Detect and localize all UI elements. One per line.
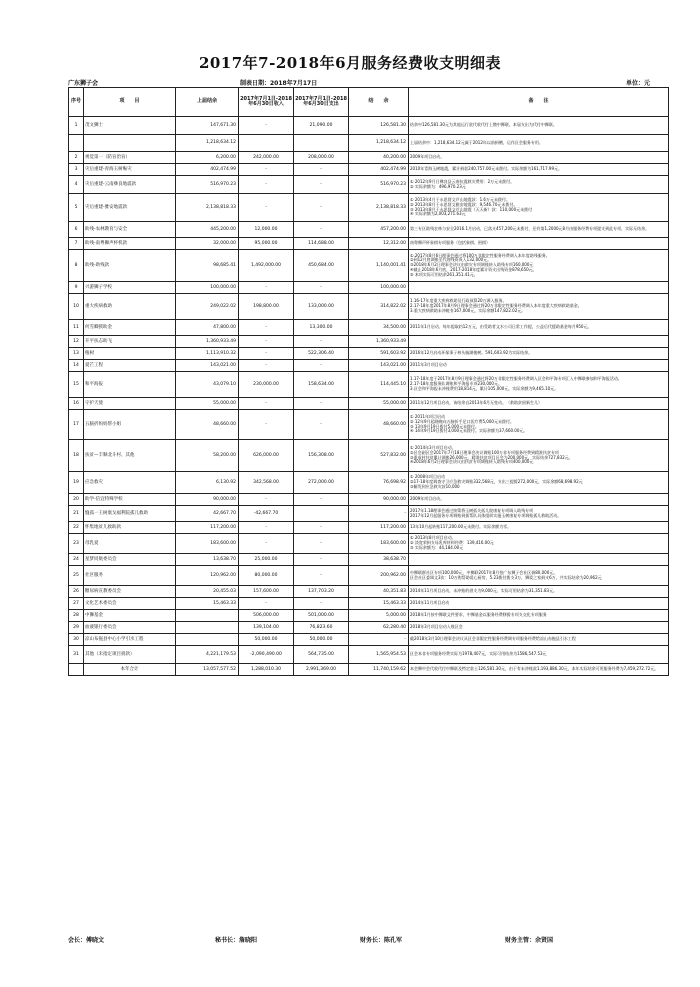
header-project: 项 目 bbox=[84, 88, 176, 117]
project-name-cell: 本年合计 bbox=[84, 664, 176, 676]
previous-balance-cell: 32,000.00 bbox=[176, 238, 239, 250]
balance-cell: 516,970.23 bbox=[349, 176, 409, 194]
project-name-cell: 何雪卿援助金 bbox=[84, 320, 176, 336]
table-row bbox=[69, 410, 669, 440]
expense-cell: - bbox=[294, 534, 349, 554]
remarks-cell: 2011年12月项目启动，该结余自2013年6月无变动。（救助贫困新生儿） bbox=[409, 398, 669, 410]
previous-balance-cell: 42,667.70 bbox=[176, 506, 239, 522]
expense-cell: 114,688.00 bbox=[294, 238, 349, 250]
income-cell bbox=[239, 135, 294, 152]
previous-balance-cell: 15,463.33 bbox=[176, 598, 239, 610]
previous-balance-cell: 117,200.00 bbox=[176, 522, 239, 534]
row-number-cell: 28 bbox=[69, 610, 84, 622]
expense-cell: - bbox=[294, 164, 349, 176]
remarks-cell: 截2018年3月10日理事会决议从区会非限定性服务经费调专项服务经费给凉山布拖县引水工程 bbox=[409, 634, 669, 646]
previous-balance-cell: 43,079.10 bbox=[176, 372, 239, 398]
income-cell: 198,800.00 bbox=[239, 294, 294, 320]
balance-cell: 117,200.00 bbox=[349, 522, 409, 534]
income-cell: - bbox=[239, 348, 294, 360]
income-cell: - bbox=[239, 194, 294, 222]
table-row bbox=[69, 634, 669, 646]
remarks-cell: 结余中126,581.30元为其他运行款代收代付上缴中狮联，本届支出为代付中狮联。 bbox=[409, 117, 669, 135]
project-name-cell: 灾后重建-云南彝良地震款 bbox=[84, 176, 176, 194]
remarks-cell: 上届结余中：1,218,634.12元属于2012年以前捐赠，运作区会服务专用。 bbox=[409, 135, 669, 152]
remarks-cell: 区会本非专项服务经费实际为1978,407元，实际可用结余为1586,547.53元 bbox=[409, 646, 669, 664]
expense-cell: 133,000.00 bbox=[294, 294, 349, 320]
income-cell: -42,667.70 bbox=[239, 506, 294, 522]
table-row bbox=[69, 398, 669, 410]
table-header-row bbox=[69, 88, 669, 117]
header-expense: 2017年7月1日-2018年6月30日支出 bbox=[294, 88, 349, 117]
remarks-cell bbox=[409, 282, 669, 294]
row-number-cell: 14 bbox=[69, 360, 84, 372]
remarks-cell: ① 2013年4月于永思督文芦山地震款：1.6万元未拨付。 ② 2013年8月于永思督文雅安地震款：9,546.70元未拨付。 ③ 2013年8月于永思督文芦山地震（天天新）款：110,000元未拨付 ④ 实际余额为2,003,271.63元 bbox=[409, 194, 669, 222]
project-name-cell: 视觉第一（防盲治盲） bbox=[84, 152, 176, 164]
balance-cell: 5,000.00 bbox=[349, 610, 409, 622]
row-number-cell: 7 bbox=[69, 238, 84, 250]
table-row bbox=[69, 348, 669, 360]
income-cell: - bbox=[239, 176, 294, 194]
remarks-cell: 1.17-18年度于2017年8月9日理事会通过将20万非限定性服务经费调入区会和平海专项汇入中狮联参加和平海报活动。 2.17-18年度服务队调账和平海报专项230,000元。 3.区会和平海报未冲账费用18,814元，累计105,000元，实际余额为9,465.10元。 bbox=[409, 372, 669, 398]
table-row bbox=[69, 176, 669, 194]
income-cell: 626,000.00 bbox=[239, 440, 294, 472]
remarks-cell: ① 2014年3月项目启动。 ②区会副区会2017年7月18日理事会决议调账100万非专项服务经费到精准扶贫专项 ③重成村扶贫累计调账26,000元，精准扶贫项目区会为200,000元，实际结余727,832元。 ④2018年6月2日理事会决议由扶贫专项调账转入助残专项400,000元 bbox=[409, 440, 669, 472]
table-row bbox=[69, 282, 669, 294]
project-name-cell: 社区服务 bbox=[84, 566, 176, 586]
previous-balance-cell: 516,970.23 bbox=[176, 176, 239, 194]
remarks-cell: 第三专区助残农林与安全2016.1月启动，已落支457,200元未拨付，还有第1,2000元8月由服务经费专项提支到此专项，实际无结余。 bbox=[409, 222, 669, 238]
row-number-cell: 10 bbox=[69, 294, 84, 320]
previous-balance-cell: 183,600.00 bbox=[176, 534, 239, 554]
balance-cell: 48,660.00 bbox=[349, 410, 409, 440]
table-row bbox=[69, 610, 669, 622]
remarks-cell: 2011年3月项目启动 bbox=[409, 360, 669, 372]
total-row bbox=[69, 664, 669, 676]
balance-cell: 40,351.83 bbox=[349, 586, 409, 598]
row-number-cell: 12 bbox=[69, 336, 84, 348]
expense-cell: - bbox=[294, 222, 349, 238]
project-name-cell: 开平扶志助飞 bbox=[84, 336, 176, 348]
balance-cell: 12,312.00 bbox=[349, 238, 409, 250]
remarks-cell: 2009年项目启动。 bbox=[409, 494, 669, 506]
header-income: 2017年7月1日-2018年6月30日收入 bbox=[239, 88, 294, 117]
previous-balance-cell bbox=[176, 610, 239, 622]
remarks-cell: 2010年青海玉树地震，累计捐款240,757.00元未拨付。实际余额为161,717.99元。 bbox=[409, 164, 669, 176]
previous-balance-cell: 13,057,577.52 bbox=[176, 664, 239, 676]
previous-balance-cell: 100,000.00 bbox=[176, 282, 239, 294]
remarks-cell: 2016年12月启动环保事子林头脑湖植树。591,603.92为实际结余。 bbox=[409, 348, 669, 360]
income-cell: - bbox=[239, 410, 294, 440]
expense-cell: - bbox=[294, 554, 349, 566]
table-row bbox=[69, 506, 669, 522]
project-name-cell: 守护天使 bbox=[84, 398, 176, 410]
table-row bbox=[69, 622, 669, 634]
remarks-cell: ①.2017年8月6日理事会通过将100万非限定性服务经费调入本年度助残服务。 ②到12月底调账至代理残资成入132,000元。 ③2018年6月2日理事会决议由救灾专项调账转入助残专项160,000元 ④截止2018年6月底，2017-2018年度累计资支出残资金878,650元。 ⑤ 本项实际可用结余261,351.41元。 bbox=[409, 250, 669, 282]
project-name-cell: 灾后重建-雅安地震款 bbox=[84, 194, 176, 222]
remarks-cell: 2018年3月项目启动入账区会 bbox=[409, 622, 669, 634]
project-name-cell: 怀集地贫儿救助款 bbox=[84, 522, 176, 534]
remarks-cell: ① 2011年项目启动 ② 12年9月起晓晚向五脑折手足口医疗费5,000元未拨付。 ③ 13年9月19日拨付5,000元未拨付。 ④ 14年9月19日拨付3,000元未拨付。实际余额为37,660.00元。 bbox=[409, 410, 669, 440]
project-name-cell: 五脑折妈妈帮小姐 bbox=[84, 410, 176, 440]
balance-cell: - bbox=[349, 506, 409, 522]
table-row bbox=[69, 152, 669, 164]
balance-cell: 1,218,634.12 bbox=[349, 135, 409, 152]
project-name-cell: 茂文狮士 bbox=[84, 117, 176, 135]
project-name-cell: 重大疾病救助 bbox=[84, 294, 176, 320]
income-cell: - bbox=[239, 494, 294, 506]
currency-unit: 单位：元 bbox=[626, 80, 651, 87]
row-number-cell: 11 bbox=[69, 320, 84, 336]
footer-president: 会长：傅晓文 bbox=[68, 937, 105, 944]
table-row bbox=[69, 586, 669, 598]
previous-balance-cell: 6,200.00 bbox=[176, 152, 239, 164]
expense-cell: 208,000.00 bbox=[294, 152, 349, 164]
income-cell: 139,104.00 bbox=[239, 622, 294, 634]
report-date: 制表日期：2018年7月17日 bbox=[240, 80, 318, 87]
expense-cell: - bbox=[294, 282, 349, 294]
project-name-cell: 助残-南粤狮声杯机款 bbox=[84, 238, 176, 250]
table-row bbox=[69, 164, 669, 176]
income-cell: 157,600.00 bbox=[239, 586, 294, 598]
remarks-cell: 2011年1月启动，每年提取约12万元，由受助者文水公司日常工作提，公益后代援助基金每月950元。 bbox=[409, 320, 669, 336]
remarks-cell: ① 2008年项目启动 ②17-18年度调查守卫应急救灾调账332,568元，支出三提拨272,000元，实际余额68,698.92元 ③解发到应急救灾款10,000 bbox=[409, 472, 669, 494]
project-name-cell: 助学-信宜特殊学校 bbox=[84, 494, 176, 506]
balance-cell: 76,698.92 bbox=[349, 472, 409, 494]
project-name-cell: 爱芒工程 bbox=[84, 360, 176, 372]
income-cell: 342,568.00 bbox=[239, 472, 294, 494]
row-number-cell: 19 bbox=[69, 472, 84, 494]
project-name-cell: 植树 bbox=[84, 348, 176, 360]
balance-cell: 527,832.00 bbox=[349, 440, 409, 472]
remarks-cell bbox=[409, 336, 669, 348]
expense-cell: 156,308.00 bbox=[294, 440, 349, 472]
project-name-cell: 和平海报 bbox=[84, 372, 176, 398]
balance-cell: 183,600.00 bbox=[349, 534, 409, 554]
income-cell: 230,000.00 bbox=[239, 372, 294, 398]
row-number-cell: 1 bbox=[69, 117, 84, 135]
project-name-cell: 兴游狮子学校 bbox=[84, 282, 176, 294]
header-balance: 结 余 bbox=[349, 88, 409, 117]
expense-cell: 76,823.60 bbox=[294, 622, 349, 634]
expense-cell: 564,735.00 bbox=[294, 646, 349, 664]
income-cell: -2,090,490.00 bbox=[239, 646, 294, 664]
expense-table bbox=[68, 87, 669, 676]
table-row bbox=[69, 522, 669, 534]
expense-cell: 21,090.00 bbox=[294, 117, 349, 135]
income-cell: 1,288,010.30 bbox=[239, 664, 294, 676]
balance-cell: 62,280.40 bbox=[349, 622, 409, 634]
expense-cell: 13,300.00 bbox=[294, 320, 349, 336]
balance-cell: 591,603.92 bbox=[349, 348, 409, 360]
expense-cell: - bbox=[294, 410, 349, 440]
previous-balance-cell: 90,000.00 bbox=[176, 494, 239, 506]
balance-cell: 15,463.33 bbox=[349, 598, 409, 610]
row-number-cell: 29 bbox=[69, 622, 84, 634]
table-row bbox=[69, 646, 669, 664]
table-row bbox=[69, 472, 669, 494]
expense-cell: - bbox=[294, 494, 349, 506]
balance-cell: 457,200.00 bbox=[349, 222, 409, 238]
balance-cell: 402,474.99 bbox=[349, 164, 409, 176]
table-row bbox=[69, 117, 669, 135]
expense-cell: 50,000.00 bbox=[294, 634, 349, 646]
project-name-cell: 血液银行委员会 bbox=[84, 622, 176, 634]
previous-balance-cell: 402,474.99 bbox=[176, 164, 239, 176]
remarks-cell: ① 2012年9月日彝良县云南抗震救灾费用：2万元未拨付。 ② 实际余额为：496,970.23元 bbox=[409, 176, 669, 194]
table-row bbox=[69, 194, 669, 222]
expense-cell: 137,703.20 bbox=[294, 586, 349, 598]
balance-cell: 2,138,818.33 bbox=[349, 194, 409, 222]
previous-balance-cell: 6,130.92 bbox=[176, 472, 239, 494]
remarks-cell: ① 2013年8月项目启动。 ② 淡宽荣捐支母乳库材料经费：139,416.00元 ③ 实际余额为：44,184.00元 bbox=[409, 534, 669, 554]
project-name-cell: 凉山布拖县中心小学引水工程 bbox=[84, 634, 176, 646]
income-cell: 506,000.00 bbox=[239, 610, 294, 622]
expense-cell: 2,991,369.00 bbox=[294, 664, 349, 676]
expense-cell bbox=[294, 135, 349, 152]
row-number-cell: 2 bbox=[69, 152, 84, 164]
income-cell: 1,492,000.00 bbox=[239, 250, 294, 282]
row-number-cell: 9 bbox=[69, 282, 84, 294]
previous-balance-cell: 48,660.00 bbox=[176, 410, 239, 440]
project-name-cell: 母乳爱 bbox=[84, 534, 176, 554]
balance-cell: 314,822.02 bbox=[349, 294, 409, 320]
balance-cell: 1,360,933.49 bbox=[349, 336, 409, 348]
balance-cell: 38,638.70 bbox=[349, 554, 409, 566]
remarks-cell bbox=[409, 554, 669, 566]
expense-cell: - bbox=[294, 360, 349, 372]
table-row bbox=[69, 222, 669, 238]
income-cell: 12,000.00 bbox=[239, 222, 294, 238]
row-number-cell: 18 bbox=[69, 440, 84, 472]
income-cell: - bbox=[239, 398, 294, 410]
project-name-cell: 灾后重建-青海玉树赈灾 bbox=[84, 164, 176, 176]
income-cell: 242,000.00 bbox=[239, 152, 294, 164]
remarks-cell: 2017年1.18理事会通过按策将玉树孤关孤儿院康复专项调入助残专项 2017年12月起服务专项调账到拔帮队具体组织实施玉树康复专项调账孤儿救助活动。 bbox=[409, 506, 669, 522]
previous-balance-cell: 13,638.70 bbox=[176, 554, 239, 566]
table-row bbox=[69, 598, 669, 610]
expense-cell: 158,634.00 bbox=[294, 372, 349, 398]
previous-balance-cell: 120,962.00 bbox=[176, 566, 239, 586]
table-row bbox=[69, 494, 669, 506]
balance-cell: 90,000.00 bbox=[349, 494, 409, 506]
income-cell: - bbox=[239, 534, 294, 554]
row-number-cell: 8 bbox=[69, 250, 84, 282]
balance-cell: 11,740,159.62 bbox=[349, 664, 409, 676]
expense-cell: - bbox=[294, 566, 349, 586]
project-name-cell: 助残-助残款 bbox=[84, 250, 176, 282]
income-cell: 95,000.00 bbox=[239, 238, 294, 250]
project-name-cell: 中狮基金 bbox=[84, 610, 176, 622]
balance-cell: 55,000.00 bbox=[349, 398, 409, 410]
previous-balance-cell: 47,800.00 bbox=[176, 320, 239, 336]
row-number-cell: 16 bbox=[69, 398, 84, 410]
table-row bbox=[69, 554, 669, 566]
balance-cell: 200,962.00 bbox=[349, 566, 409, 586]
previous-balance-cell: 1,113,910.32 bbox=[176, 348, 239, 360]
row-number-cell: 21 bbox=[69, 506, 84, 522]
income-cell: - bbox=[239, 360, 294, 372]
row-number-cell bbox=[69, 664, 84, 676]
row-number-cell: 4 bbox=[69, 176, 84, 194]
expense-cell: 522,306.40 bbox=[294, 348, 349, 360]
row-number-cell: 20 bbox=[69, 494, 84, 506]
project-name-cell: 应急救灾 bbox=[84, 472, 176, 494]
table-row bbox=[69, 336, 669, 348]
balance-cell: 114,445.10 bbox=[349, 372, 409, 398]
row-number-cell: 25 bbox=[69, 566, 84, 586]
remarks-cell: 2014年11月项目启动 bbox=[409, 598, 669, 610]
previous-balance-cell: 147,671.30 bbox=[176, 117, 239, 135]
table-row bbox=[69, 238, 669, 250]
balance-cell: 100,000.00 bbox=[349, 282, 409, 294]
footer-treasurer: 财务长：陈孔军 bbox=[360, 937, 403, 944]
project-name-cell: 恤孤一王树康戈福利院孤儿救助 bbox=[84, 506, 176, 522]
balance-cell: 1,140,001.41 bbox=[349, 250, 409, 282]
remarks-cell: 南粤狮声杯象棋专项服务（包括象棋、围棋） bbox=[409, 238, 669, 250]
remarks-cell: 2009年项目启动。 bbox=[409, 152, 669, 164]
previous-balance-cell: 249,022.02 bbox=[176, 294, 239, 320]
income-cell: - bbox=[239, 522, 294, 534]
row-number-cell: 6 bbox=[69, 222, 84, 238]
footer-finance-supervisor: 财务主管：余贤国 bbox=[505, 937, 554, 944]
row-number-cell: 22 bbox=[69, 522, 84, 534]
income-cell: - bbox=[239, 320, 294, 336]
report-title: 2017年7-2018年6月服务经费收支明细表 bbox=[198, 54, 502, 72]
balance-cell: 143,021.00 bbox=[349, 360, 409, 372]
table-row bbox=[69, 440, 669, 472]
expense-cell: - bbox=[294, 336, 349, 348]
income-cell: - bbox=[239, 598, 294, 610]
table-row bbox=[69, 360, 669, 372]
expense-cell: 272,000.00 bbox=[294, 472, 349, 494]
header-no: 序号 bbox=[69, 88, 84, 117]
row-number-cell: 31 bbox=[69, 646, 84, 664]
income-cell: 25,000.00 bbox=[239, 554, 294, 566]
row-number-cell: 5 bbox=[69, 194, 84, 222]
previous-balance-cell: 4,221,179.53 bbox=[176, 646, 239, 664]
income-cell: - bbox=[239, 164, 294, 176]
row-number-cell: 26 bbox=[69, 586, 84, 598]
table-row bbox=[69, 566, 669, 586]
table-row bbox=[69, 135, 669, 152]
table-row bbox=[69, 534, 669, 554]
expense-cell bbox=[294, 506, 349, 522]
previous-balance-cell bbox=[176, 634, 239, 646]
header-previous-balance: 上届结余 bbox=[176, 88, 239, 117]
previous-balance-cell: 1,360,933.49 bbox=[176, 336, 239, 348]
remarks-cell: 2018年1月按中狮联文件要求，中狮基金以服务经费移拨专项支交化专项服务 bbox=[409, 610, 669, 622]
previous-balance-cell: 1,218,634.12 bbox=[176, 135, 239, 152]
project-name-cell bbox=[84, 135, 176, 152]
balance-cell: 126,581.30 bbox=[349, 117, 409, 135]
balance-cell: 40,200.00 bbox=[349, 152, 409, 164]
previous-balance-cell: 143,021.00 bbox=[176, 360, 239, 372]
income-cell: 80,000.00 bbox=[239, 566, 294, 586]
remarks-cell: 2014年11月项目启动，未冲账的借支为9,000元，实际可用结余为31,351.83元。 bbox=[409, 586, 669, 598]
previous-balance-cell: 2,138,818.33 bbox=[176, 194, 239, 222]
table-row bbox=[69, 294, 669, 320]
income-cell: 50,000.00 bbox=[239, 634, 294, 646]
expense-cell: - bbox=[294, 176, 349, 194]
remarks-cell: 中狮联群社区专项100,000元，中狮联2017年8月拍广东狮子会社区捐80,000元。 区会社区委调文3次：10万购帮助爱心厨房，5.23拨付拨支3万，狮爱之家捐支6万，共实际结余为20,962元 bbox=[409, 566, 669, 586]
table-row bbox=[69, 372, 669, 398]
remarks-cell: 1.16-17年度重大疾病救助及行政预算20万调入服务。 2.17-18年度2017年8月9日理事会通过将20万非限定性服务经费调入本年度重大疾病救助基金。 3.重大疾病救助未冲帐有167,000元，实际余额147,822.02元。 bbox=[409, 294, 669, 320]
previous-balance-cell: 55,000.00 bbox=[176, 398, 239, 410]
balance-cell: 34,500.00 bbox=[349, 320, 409, 336]
expense-cell: 450,684.00 bbox=[294, 250, 349, 282]
row-number-cell: 27 bbox=[69, 598, 84, 610]
balance-cell: - bbox=[349, 634, 409, 646]
expense-cell: - bbox=[294, 194, 349, 222]
project-name-cell: 文化艺术委员会 bbox=[84, 598, 176, 610]
project-name-cell: 糖尿病宣教委员会 bbox=[84, 586, 176, 598]
expense-cell: - bbox=[294, 398, 349, 410]
income-cell: - bbox=[239, 282, 294, 294]
header-remarks: 备 注 bbox=[409, 88, 669, 117]
remarks-cell: 本会狮中会代收代付中狮联及特定款士126,581.30元，由于有未冲账款1,193,886.30元，本年实际结余可用服务经费为7,459,272.72元。 bbox=[409, 664, 669, 676]
project-name-cell: 扶贫—丰顺北斗村、其他 bbox=[84, 440, 176, 472]
previous-balance-cell: 98,685.41 bbox=[176, 250, 239, 282]
row-number-cell: 17 bbox=[69, 410, 84, 440]
row-number-cell: 3 bbox=[69, 164, 84, 176]
previous-balance-cell bbox=[176, 622, 239, 634]
row-number-cell: 13 bbox=[69, 348, 84, 360]
previous-balance-cell: 58,200.00 bbox=[176, 440, 239, 472]
expense-cell: 501,000.00 bbox=[294, 610, 349, 622]
table-row bbox=[69, 320, 669, 336]
expense-cell: - bbox=[294, 598, 349, 610]
expense-cell: - bbox=[294, 522, 349, 534]
previous-balance-cell: 445,200.00 bbox=[176, 222, 239, 238]
project-name-cell: 星梦同航委员会 bbox=[84, 554, 176, 566]
row-number-cell bbox=[69, 135, 84, 152]
previous-balance-cell: 20,455.03 bbox=[176, 586, 239, 598]
project-name-cell: 其他（未指定项目捐款） bbox=[84, 646, 176, 664]
row-number-cell: 15 bbox=[69, 372, 84, 398]
income-cell: - bbox=[239, 336, 294, 348]
income-cell: - bbox=[239, 117, 294, 135]
row-number-cell: 24 bbox=[69, 554, 84, 566]
row-number-cell: 23 bbox=[69, 534, 84, 554]
balance-cell: 1,565,954.53 bbox=[349, 646, 409, 664]
row-number-cell: 30 bbox=[69, 634, 84, 646]
project-name-cell: 助残-农林教育与安全 bbox=[84, 222, 176, 238]
table-row bbox=[69, 250, 669, 282]
organization-name: 广东狮子会 bbox=[68, 80, 99, 87]
remarks-cell: 13年10月起转账117,200.00元未拨付。实际余额为零。 bbox=[409, 522, 669, 534]
footer-secretary: 秘书长：詹晓阳 bbox=[215, 937, 258, 944]
